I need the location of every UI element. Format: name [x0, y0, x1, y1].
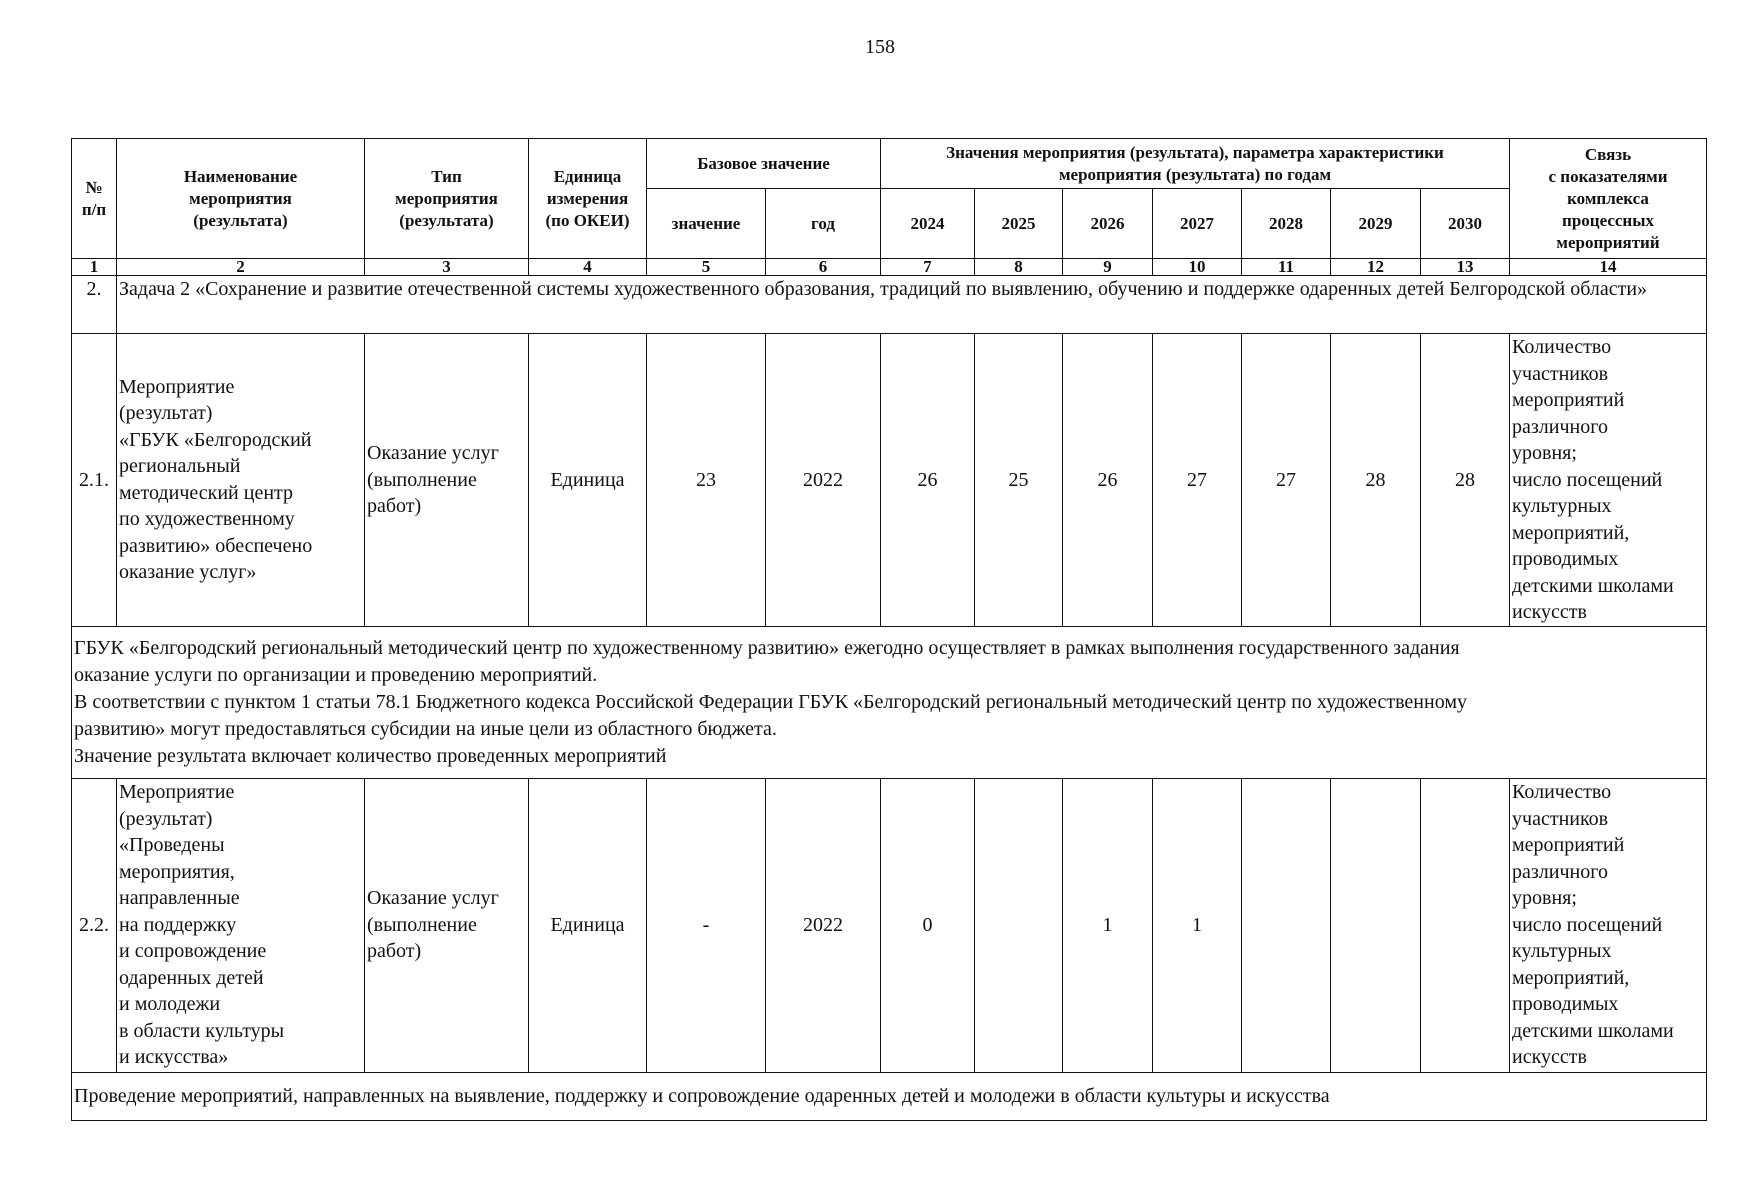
table-row — [72, 334, 1707, 627]
description-line: ГБУК «Белгородский региональный методический центр по художественному развитию» ежегодно осуществляет в рамках выполнения государственного задания — [74, 636, 1460, 659]
header-type: Тип мероприятия (результата) — [365, 139, 529, 259]
value-2030 — [1421, 778, 1510, 1072]
header-base: Базовое значение — [647, 139, 881, 189]
description-row — [72, 1072, 1707, 1120]
header-year-2026: 2026 — [1063, 189, 1153, 259]
value-2028 — [1242, 778, 1331, 1072]
column-number: 5 — [647, 259, 766, 276]
row-number: 2.1. — [72, 334, 117, 627]
indicator-link: Количество участников мероприятий различного уровня; число посещений культурных мероприятий, проводимых детскими школами искусств — [1510, 334, 1707, 627]
indicator-link: Количество участников мероприятий различного уровня; число посещений культурных мероприятий, проводимых детскими школами искусств — [1510, 778, 1707, 1072]
table-row — [72, 778, 1707, 1072]
column-number: 4 — [529, 259, 647, 276]
header-link: Связь с показателями комплекса процессных мероприятий — [1510, 139, 1707, 259]
column-number: 6 — [766, 259, 881, 276]
column-number: 12 — [1331, 259, 1421, 276]
header-year-2029: 2029 — [1331, 189, 1421, 259]
description-line: оказание услуги по организации и проведению мероприятий. — [74, 663, 598, 686]
header-base-value: значение — [647, 189, 766, 259]
header-base-year: год — [766, 189, 881, 259]
description-line: В соответствии с пунктом 1 статьи 78.1 Бюджетного кодекса Российской Федерации ГБУК «Белгородский региональный методический центр по художественному — [74, 690, 1467, 713]
value-2027: 1 — [1153, 778, 1242, 1072]
value-2025: 25 — [975, 334, 1063, 627]
value-2024: 26 — [881, 334, 975, 627]
value-2028: 27 — [1242, 334, 1331, 627]
header-year-2028: 2028 — [1242, 189, 1331, 259]
header-year-2027: 2027 — [1153, 189, 1242, 259]
base-value: - — [647, 778, 766, 1072]
header-number: № п/п — [72, 139, 117, 259]
description-line: Проведение мероприятий, направленных на выявление, поддержку и сопровождение одаренных детей и молодежи в области культуры и искусства — [74, 1084, 1330, 1107]
column-number: 1 — [72, 259, 117, 276]
column-number: 3 — [365, 259, 529, 276]
header-values-by-year: Значения мероприятия (результата), параметра характеристики мероприятия (результата) по годам — [881, 139, 1510, 189]
header-year-2025: 2025 — [975, 189, 1063, 259]
base-year: 2022 — [766, 334, 881, 627]
measures-table — [71, 138, 1707, 1121]
description-line: развитию» могут предоставляться субсидии на иные цели из областного бюджета. — [74, 717, 777, 740]
value-2030: 28 — [1421, 334, 1510, 627]
column-number: 13 — [1421, 259, 1510, 276]
row-number: 2.2. — [72, 778, 117, 1072]
header-unit: Единица измерения (по ОКЕИ) — [529, 139, 647, 259]
column-number: 7 — [881, 259, 975, 276]
column-number-row — [72, 259, 1707, 276]
value-2029: 28 — [1331, 334, 1421, 627]
measure-description — [72, 1072, 1707, 1120]
column-number: 11 — [1242, 259, 1331, 276]
page-number: 158 — [865, 36, 895, 58]
header-name: Наименование мероприятия (результата) — [117, 139, 365, 259]
measure-unit: Единица — [529, 334, 647, 627]
description-line: Значение результата включает количество проведенных мероприятий — [74, 744, 667, 767]
task-row — [72, 276, 1707, 334]
measure-unit: Единица — [529, 778, 647, 1072]
value-2025 — [975, 778, 1063, 1072]
measure-name: Мероприятие (результат) «Проведены мероприятия, направленные на поддержку и сопровождение одаренных детей и молодежи в области культуры и искусства» — [117, 778, 365, 1072]
value-2026: 1 — [1063, 778, 1153, 1072]
measure-type: Оказание услуг (выполнение работ) — [365, 778, 529, 1072]
value-2029 — [1331, 778, 1421, 1072]
description-row — [72, 626, 1707, 778]
value-2024: 0 — [881, 778, 975, 1072]
base-year: 2022 — [766, 778, 881, 1072]
measure-description — [72, 626, 1707, 778]
value-2027: 27 — [1153, 334, 1242, 627]
base-value: 23 — [647, 334, 766, 627]
header-year-2024: 2024 — [881, 189, 975, 259]
measure-type: Оказание услуг (выполнение работ) — [365, 334, 529, 627]
column-number: 10 — [1153, 259, 1242, 276]
column-number: 9 — [1063, 259, 1153, 276]
column-number: 8 — [975, 259, 1063, 276]
task-number: 2. — [72, 276, 117, 334]
task-text: Задача 2 «Сохранение и развитие отечественной системы художественного образования, традиций по выявлению, обучению и поддержке одаренных детей Белгородской области» — [117, 276, 1707, 334]
value-2026: 26 — [1063, 334, 1153, 627]
column-number: 2 — [117, 259, 365, 276]
column-number: 14 — [1510, 259, 1707, 276]
measure-name: Мероприятие (результат) «ГБУК «Белгородский региональный методический центр по художественному развитию» обеспечено оказание услуг» — [117, 334, 365, 627]
header-year-2030: 2030 — [1421, 189, 1510, 259]
